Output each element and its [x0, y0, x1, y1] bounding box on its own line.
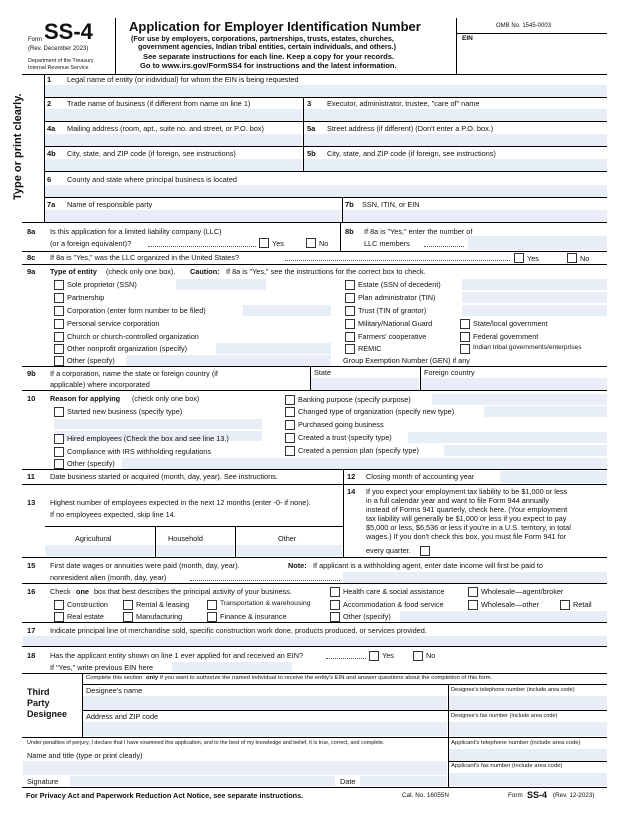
mailing-address-field[interactable] — [45, 134, 302, 146]
designee-address-field[interactable] — [83, 722, 447, 736]
sole-proprietor-label: Sole proprietor (SSN) — [67, 280, 137, 289]
line-17-label: Indicate principal line of merchandise sold, specific construction work done, products produced, or services provided. — [50, 626, 427, 635]
first-wage-date-field[interactable] — [343, 572, 607, 583]
revision-date: (Rev. December 2023) — [28, 46, 89, 52]
closing-month-field[interactable] — [500, 471, 607, 483]
church-label: Church or church-controlled organization — [67, 332, 199, 341]
form-number: SS-4 — [44, 19, 93, 44]
designee-intro-a: Complete this section — [86, 675, 143, 681]
reason-instruction: (check only one box) — [132, 394, 200, 403]
other-activity-field[interactable] — [400, 611, 607, 622]
changed-type-field[interactable] — [484, 406, 607, 417]
line-8b-label-1: If 8a is "Yes," enter the number of — [364, 227, 473, 236]
line-14-number: 14 — [347, 487, 356, 496]
line-8a-number: 8a — [27, 227, 36, 236]
pension-plan-checkbox[interactable] — [285, 446, 295, 456]
line-2-number: 2 — [47, 99, 52, 108]
partnership-label: Partnership — [67, 293, 105, 302]
form-subtitle-4: Go to www.irs.gov/FormSS4 for instructions and the latest information. — [140, 61, 397, 70]
other-activity-label: Other (specify) — [343, 612, 391, 621]
other-nonprofit-field[interactable] — [216, 343, 331, 354]
designee-fax-label: Designee's fax number (include area code) — [451, 713, 558, 719]
name-title-field[interactable] — [23, 761, 447, 775]
church-checkbox[interactable] — [54, 332, 64, 342]
line-11-number: 11 — [27, 472, 35, 481]
health-care-label: Health care & social assistance — [343, 587, 445, 596]
llc-us-no-checkbox[interactable] — [567, 253, 577, 263]
wholesale-agent-label: Wholesale—agent/broker — [481, 587, 564, 596]
line-16-label-rest: box that best describes the principal activity of your business. — [94, 587, 292, 596]
sole-proprietor-checkbox[interactable] — [54, 280, 64, 290]
line-4b-number: 4b — [47, 149, 56, 158]
line-9b-label-1: If a corporation, name the state or foreign country (if — [50, 369, 218, 378]
line-16-label-one: one — [76, 587, 89, 596]
form-subtitle-3: See separate instructions for each line. Keep a copy for your records. — [143, 52, 395, 61]
remic-label: REMIC — [358, 344, 382, 353]
line-14-text-6: wages.) If you don't check this box, you must file Form 941 for — [366, 532, 567, 541]
real-estate-label: Real estate — [67, 612, 104, 621]
legal-name-field[interactable] — [45, 85, 607, 97]
started-business-label: Started new business (specify type) — [67, 407, 183, 416]
reason-heading: Reason for applying — [50, 394, 121, 403]
applicant-fax-field[interactable] — [449, 773, 607, 786]
designee-address-label: Address and ZIP code — [86, 712, 159, 721]
other-employees-label: Other — [278, 534, 297, 543]
wholesale-other-checkbox[interactable] — [468, 600, 478, 610]
line-1-number: 1 — [47, 75, 52, 84]
other-entity-checkbox[interactable] — [54, 356, 64, 366]
line-1-label: Legal name of entity (or individual) for whom the EIN is being requested — [67, 75, 299, 84]
type-or-print-clearly: Type or print clearly. — [12, 93, 24, 200]
other-nonprofit-label: Other nonprofit organization (specify) — [67, 344, 188, 353]
dept-irs: Internal Revenue Service — [28, 65, 89, 71]
care-of-name-field[interactable] — [304, 109, 607, 121]
ein-label: EIN — [462, 35, 473, 42]
designee-fax-field[interactable] — [449, 722, 607, 736]
line-18-label-2: If "Yes," write previous EIN here — [50, 663, 154, 672]
finance-insurance-checkbox[interactable] — [207, 612, 217, 622]
estate-label: Estate (SSN of decedent) — [358, 280, 441, 289]
line-13-label-2: If no employees expected, skip line 14. — [50, 510, 176, 519]
created-trust-field[interactable] — [408, 432, 607, 443]
date-field[interactable] — [360, 776, 447, 786]
applicant-phone-label: Applicant's telephone number (include area code) — [451, 740, 581, 746]
catalog-number: Cat. No. 16055N — [402, 792, 449, 799]
partnership-checkbox[interactable] — [54, 293, 64, 303]
prior-ein-yes-checkbox[interactable] — [369, 651, 379, 661]
trust-label: Trust (TIN of grantor) — [358, 306, 427, 315]
applicant-phone-field[interactable] — [449, 749, 607, 761]
plan-administrator-checkbox[interactable] — [345, 293, 355, 303]
line-10-number: 10 — [27, 394, 36, 403]
estate-ssn-field[interactable] — [462, 279, 607, 290]
line-3-label: Executor, administrator, trustee, "care of" name — [327, 99, 480, 108]
omb-number: OMB No. 1545-0003 — [496, 23, 552, 29]
line-13-number: 13 — [27, 498, 36, 507]
form-label: Form — [28, 37, 42, 43]
military-label: Military/National Guard — [358, 319, 433, 328]
line-5a-label: Street address (if different) (Don't enter a P.O. box.) — [327, 124, 494, 133]
other-employees-field[interactable] — [236, 545, 342, 556]
line-9a-number: 9a — [27, 267, 36, 276]
purchased-business-checkbox[interactable] — [285, 420, 295, 430]
other-entity-field[interactable] — [126, 355, 331, 366]
corporation-form-field[interactable] — [243, 305, 331, 316]
line-9b-label-2: applicable) where incorporated — [50, 380, 150, 389]
other-nonprofit-checkbox[interactable] — [54, 344, 64, 354]
line-8c-label: If 8a is "Yes," was the LLC organized in the United States? — [50, 253, 240, 262]
line-12-number: 12 — [347, 472, 356, 481]
line-8b-label-2: LLC members — [364, 239, 410, 248]
entity-type-instruction: (check only one box). — [106, 267, 176, 276]
line-4a-label: Mailing address (room, apt., suite no. and street, or P.O. box) — [67, 124, 264, 133]
caution-label: Caution: — [190, 267, 220, 276]
trust-tin-field[interactable] — [462, 305, 607, 316]
form-title: Application for Employer Identification Number — [129, 19, 421, 34]
line-2-label: Trade name of business (if different from name on line 1) — [67, 99, 251, 108]
accommodation-checkbox[interactable] — [330, 600, 340, 610]
changed-type-label: Changed type of organization (specify new type) — [298, 407, 455, 416]
caution-text: If 8a is "Yes," see the instructions for the correct box to check. — [226, 267, 426, 276]
wholesale-agent-checkbox[interactable] — [468, 587, 478, 597]
created-trust-label: Created a trust (specify type) — [298, 433, 392, 442]
other-activity-checkbox[interactable] — [330, 612, 340, 622]
compliance-label: Compliance with IRS withholding regulations — [67, 447, 211, 456]
line-8b-number: 8b — [345, 227, 354, 236]
remic-checkbox[interactable] — [345, 344, 355, 354]
line-14-text-4: tax liability will generally be $1,000 or less if you expect to pay — [366, 514, 567, 523]
pension-plan-field[interactable] — [444, 445, 607, 456]
federal-gov-label: Federal government — [473, 332, 539, 341]
line-7a-number: 7a — [47, 200, 56, 209]
line-5b-number: 5b — [307, 149, 316, 158]
responsible-party-field[interactable] — [45, 210, 341, 222]
line-4b-label: City, state, and ZIP code (if foreign, see instructions) — [67, 149, 236, 158]
incorporation-country-field[interactable] — [421, 378, 607, 390]
started-business-field-1[interactable] — [54, 419, 262, 429]
line-6-label: County and state where principal business is located — [67, 175, 237, 184]
llc-us-no-label: No — [580, 254, 590, 263]
line-14-text-3: instead of Forms 941 quarterly, check here. (Your employment — [366, 505, 568, 514]
line-14-text-7: every quarter. — [366, 546, 411, 555]
indian-tribal-label: Indian tribal governments/enterprises — [473, 344, 582, 351]
created-trust-checkbox[interactable] — [285, 433, 295, 443]
line-18-number: 18 — [27, 651, 36, 660]
merchandise-field[interactable] — [23, 636, 607, 646]
line-15-label-1: First date wages or annuities were paid (month, day, year). — [50, 561, 240, 570]
rental-leasing-checkbox[interactable] — [123, 600, 133, 610]
line-15-note: Note: — [288, 561, 307, 570]
llc-members-field[interactable] — [468, 236, 607, 250]
line-15-label-2: If applicant is a withholding agent, enter date income will first be paid to — [313, 561, 543, 570]
line-13-label-1: Highest number of employees expected in the next 12 months (enter -0- if none). — [50, 498, 311, 507]
estate-checkbox[interactable] — [345, 280, 355, 290]
transportation-label: Transportation & warehousing — [220, 600, 311, 607]
perjury-statement: Under penalties of perjury, I declare that I have examined this application, and to the best of my knowledge and belief, it is true, correct, and complete. — [27, 740, 385, 746]
gen-label: Group Exemption Number (GEN) if any — [343, 356, 470, 365]
llc-yes-checkbox[interactable] — [259, 238, 269, 248]
line-14-text-5: $5,000 or less, $6,536 or less if you're in a U.S. territory, in total — [366, 523, 571, 532]
construction-checkbox[interactable] — [54, 600, 64, 610]
farmers-coop-label: Farmers' cooperative — [358, 332, 427, 341]
accommodation-label: Accommodation & food service — [343, 600, 444, 609]
line-9b-number: 9b — [27, 369, 36, 378]
entity-type-heading: Type of entity — [50, 267, 97, 276]
banking-purpose-label: Banking purpose (specify purpose) — [298, 395, 411, 404]
signature-label: Signature — [27, 777, 59, 786]
llc-yes-label: Yes — [272, 239, 284, 248]
street-city-field[interactable] — [304, 159, 607, 171]
line-16-label-check: Check — [50, 587, 71, 596]
farmers-coop-checkbox[interactable] — [345, 332, 355, 342]
military-checkbox[interactable] — [345, 319, 355, 329]
footer-revision: (Rev. 12-2023) — [553, 792, 595, 799]
agricultural-label: Agricultural — [75, 534, 112, 543]
agricultural-field[interactable] — [45, 545, 154, 556]
line-14-text-2: in a full calendar year and want to file Form 944 annually — [366, 496, 549, 505]
footer-form-label: Form — [508, 792, 523, 799]
form-944-checkbox[interactable] — [420, 546, 430, 556]
line-15-label-3: nonresident alien (month, day, year) — [50, 573, 167, 582]
health-care-checkbox[interactable] — [330, 587, 340, 597]
compliance-checkbox[interactable] — [54, 447, 64, 457]
plan-administrator-tin-field[interactable] — [462, 292, 607, 303]
llc-us-yes-checkbox[interactable] — [514, 253, 524, 263]
privacy-notice: For Privacy Act and Paperwork Reduction Act Notice, see separate instructions. — [26, 791, 304, 800]
pension-plan-label: Created a pension plan (specify type) — [298, 446, 419, 455]
prior-ein-yes-label: Yes — [382, 651, 394, 660]
designee-phone-field[interactable] — [449, 696, 607, 710]
date-label: Date — [340, 777, 356, 786]
line-8c-number: 8c — [27, 253, 36, 262]
line-5b-label: City, state, and ZIP code (if foreign, see instructions) — [327, 149, 496, 158]
llc-us-yes-label: Yes — [527, 254, 539, 263]
llc-no-label: No — [319, 239, 329, 248]
dept-treasury: Department of the Treasury — [28, 58, 94, 64]
applicant-fax-label: Applicant's fax number (include area code) — [451, 763, 563, 769]
trade-name-field[interactable] — [45, 109, 302, 121]
finance-insurance-label: Finance & insurance — [220, 612, 287, 621]
street-address-field[interactable] — [304, 134, 607, 146]
footer-form-number: SS-4 — [527, 790, 548, 800]
rental-leasing-label: Rental & leasing — [136, 600, 190, 609]
state-local-gov-checkbox[interactable] — [460, 319, 470, 329]
form-subtitle-1: (For use by employers, corporations, partnerships, trusts, estates, churches, — [131, 34, 394, 43]
hired-employees-checkbox[interactable] — [54, 434, 64, 444]
other-entity-label: Other (specify) — [67, 356, 115, 365]
trust-checkbox[interactable] — [345, 306, 355, 316]
household-label: Household — [168, 534, 203, 543]
state-local-gov-label: State/local government — [473, 319, 548, 328]
manufacturing-checkbox[interactable] — [123, 612, 133, 622]
line-5a-number: 5a — [307, 124, 316, 133]
mailing-city-field[interactable] — [45, 159, 302, 171]
line-7a-label: Name of responsible party — [67, 200, 153, 209]
designee-phone-label: Designee's telephone number (include area code) — [451, 687, 575, 693]
ssn-itin-ein-field[interactable] — [343, 210, 607, 222]
other-reason-field[interactable] — [122, 458, 607, 469]
hired-employees-label: Hired employees (Check the box and see line 13.) — [67, 434, 229, 443]
county-state-field[interactable] — [45, 185, 607, 197]
state-label: State — [314, 368, 332, 377]
third-party-title-1: Third — [27, 687, 50, 697]
previous-ein-field[interactable] — [172, 662, 292, 672]
construction-label: Construction — [67, 600, 108, 609]
line-14-text-1: If you expect your employment tax liability to be $1,000 or less — [366, 487, 568, 496]
real-estate-checkbox[interactable] — [54, 612, 64, 622]
signature-field[interactable] — [70, 776, 335, 786]
line-4a-number: 4a — [47, 124, 56, 133]
line-16-number: 16 — [27, 587, 36, 596]
line-3-number: 3 — [307, 99, 312, 108]
line-15-number: 15 — [27, 561, 36, 570]
personal-service-corp-checkbox[interactable] — [54, 319, 64, 329]
third-party-title-2: Party — [27, 698, 50, 708]
line-17-number: 17 — [27, 626, 36, 635]
other-reason-checkbox[interactable] — [54, 459, 64, 469]
prior-ein-no-checkbox[interactable] — [413, 651, 423, 661]
wholesale-other-label: Wholesale—other — [481, 600, 539, 609]
manufacturing-label: Manufacturing — [136, 612, 183, 621]
banking-purpose-checkbox[interactable] — [285, 395, 295, 405]
corporation-label: Corporation (enter form number to be filed) — [67, 306, 206, 315]
retail-label: Retail — [573, 600, 592, 609]
line-12-label: Closing month of accounting year — [366, 472, 475, 481]
designee-intro-only: only — [146, 675, 159, 681]
retail-checkbox[interactable] — [560, 600, 570, 610]
personal-service-corp-label: Personal service corporation — [67, 319, 160, 328]
corporation-checkbox[interactable] — [54, 306, 64, 316]
banking-purpose-field[interactable] — [432, 394, 607, 405]
federal-gov-checkbox[interactable] — [460, 332, 470, 342]
line-8a-label-2: (or a foreign equivalent)? — [50, 239, 132, 248]
line-18-label-1: Has the applicant entity shown on line 1 ever applied for and received an EIN? — [50, 651, 304, 660]
third-party-title-3: Designee — [27, 709, 68, 719]
other-reason-label: Other (specify) — [67, 459, 115, 468]
name-title-label: Name and title (type or print clearly) — [27, 751, 143, 760]
line-8a-label-1: Is this application for a limited liability company (LLC) — [50, 227, 222, 236]
incorporation-state-field[interactable] — [311, 378, 419, 390]
line-7b-label: SSN, ITIN, or EIN — [362, 200, 420, 209]
designee-name-field[interactable] — [83, 696, 447, 710]
line-6-number: 6 — [47, 175, 52, 184]
started-business-checkbox[interactable] — [54, 407, 64, 417]
indian-tribal-checkbox[interactable] — [460, 344, 470, 354]
designee-intro-b: if you want to authorize the named individual to receive the entity's EIN and answer questions about the completion of this form. — [160, 675, 493, 681]
line-11-label: Date business started or acquired (month, day, year). See instructions. — [50, 472, 278, 481]
plan-administrator-label: Plan administrator (TIN) — [358, 293, 436, 302]
purchased-business-label: Purchased going business — [298, 420, 384, 429]
prior-ein-no-label: No — [426, 651, 436, 660]
line-7b-number: 7b — [345, 200, 354, 209]
household-field[interactable] — [156, 545, 234, 556]
form-subtitle-2: government agencies, Indian tribal entities, certain individuals, and others.) — [138, 42, 397, 51]
designee-name-label: Designee's name — [86, 686, 143, 695]
foreign-country-label: Foreign country — [424, 368, 475, 377]
transportation-checkbox[interactable] — [207, 600, 217, 610]
sole-proprietor-ssn-field[interactable] — [176, 279, 266, 290]
changed-type-checkbox[interactable] — [285, 407, 295, 417]
llc-no-checkbox[interactable] — [306, 238, 316, 248]
